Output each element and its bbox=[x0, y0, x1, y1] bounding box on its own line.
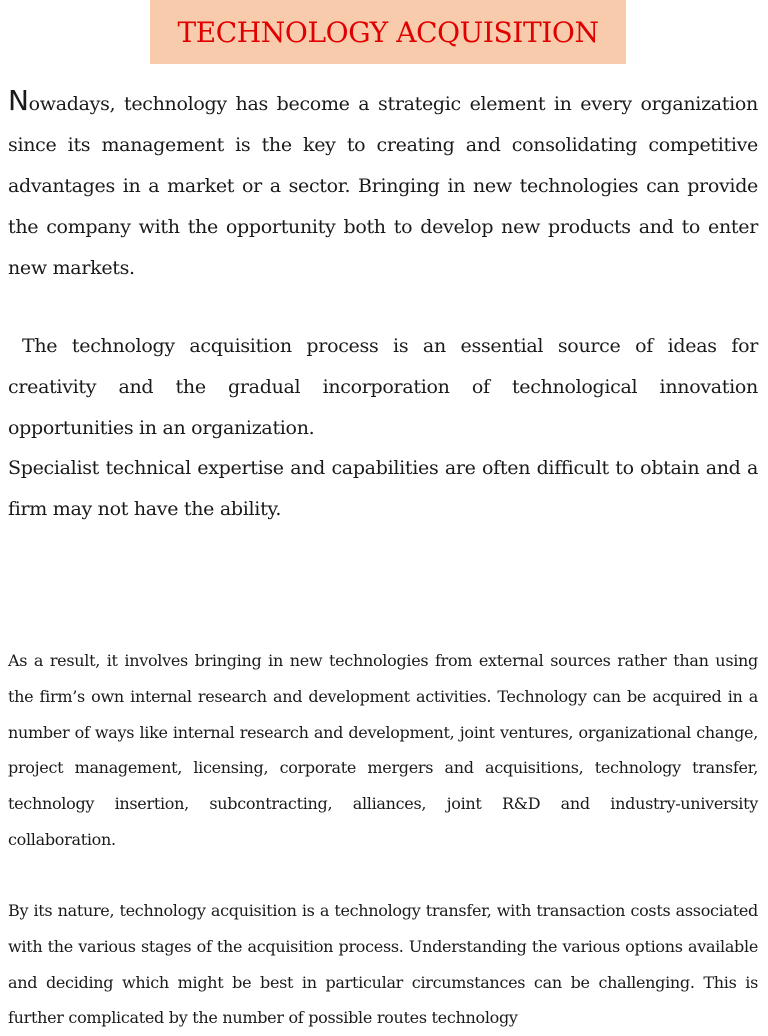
paragraph-process: The technology acquisition process is an essential source of ideas for creativity and the gradual incorporation of technological innovation opportunities in an organization. bbox=[8, 335, 758, 439]
paragraph-intro-text: owadays, technology has become a strategic element in every organization since its management is the key to creating and consolidating competitive advantages in a market or a sector. Bringing in new technologies can provide the company with the opportunity both to develop new products and to enter new markets. bbox=[8, 93, 758, 279]
paragraph-acquisition-ways: As a result, it involves bringing in new technologies from external sources rather than using the firm’s own internal research and development activities. Technology can be acquired in a number of ways like internal research and development, joint ventures, organizational change, project management, licensing, corporate mergers and acquisitions, technology transfer, technology insertion, subcontracting, alliances, joint R&D and industry-university collaboration. bbox=[8, 651, 758, 849]
paragraph-intro bbox=[8, 80, 758, 289]
page-title: TECHNOLOGY ACQUISITION bbox=[177, 16, 599, 49]
paragraph-expertise: Specialist technical expertise and capabilities are often difficult to obtain and a firm may not have the ability. bbox=[8, 457, 758, 520]
title-banner bbox=[150, 0, 626, 64]
paragraph-transfer: By its nature, technology acquisition is a technology transfer, with transaction costs associated with the various stages of the acquisition process. Understanding the various options available and deciding which might be best in particular circumstances can be challenging. This is further complicated by the number of possible routes technology bbox=[8, 901, 758, 1028]
drop-cap: N bbox=[8, 84, 29, 117]
